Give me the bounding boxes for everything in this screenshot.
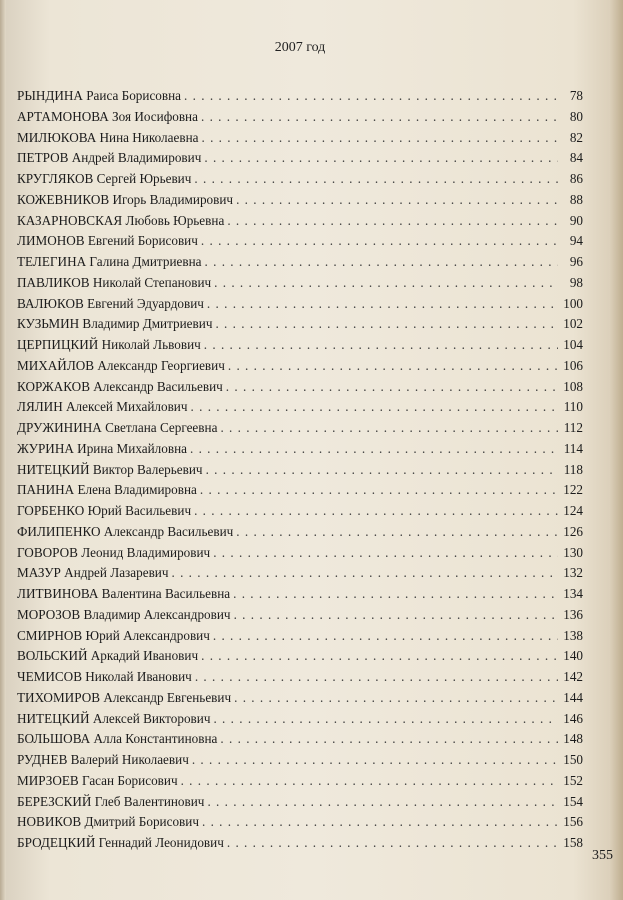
dot-leader xyxy=(190,439,558,460)
entry-name: БРОДЕЦКИЙ Геннадий Леонидович xyxy=(17,835,224,850)
dot-leader xyxy=(227,211,558,232)
dot-leader xyxy=(201,231,558,252)
dot-leader xyxy=(201,107,558,128)
toc-entry xyxy=(17,792,583,813)
toc-entry xyxy=(17,439,583,460)
dot-leader xyxy=(228,356,558,377)
toc-entry xyxy=(17,211,583,232)
entry-page: 112 xyxy=(563,420,583,435)
entry-page: 142 xyxy=(563,669,583,684)
dot-leader xyxy=(171,563,558,584)
toc-entry xyxy=(17,584,583,605)
toc-entry xyxy=(17,833,583,854)
entry-name: СМИРНОВ Юрий Александрович xyxy=(17,627,210,643)
toc-entry xyxy=(17,86,583,107)
entry-page: 140 xyxy=(563,648,583,664)
entry-name: ЧЕМИСОВ Николай Иванович xyxy=(17,669,192,684)
dot-leader xyxy=(226,377,558,398)
toc-entry xyxy=(17,771,583,792)
entry-name: ЛИТВИНОВА Валентина Васильевна xyxy=(17,586,231,601)
entry-page: 118 xyxy=(563,461,583,477)
entry-page: 94 xyxy=(569,233,583,249)
entry-name: ПАНИНА Елена Владимировна xyxy=(17,482,197,498)
entry-name: ВАЛЮКОВ Евгений Эдуардович xyxy=(17,295,204,311)
entry-name: ЛИМОНОВ Евгений Борисович xyxy=(17,233,198,249)
entry-page: 82 xyxy=(569,129,583,145)
toc-entry xyxy=(17,273,583,294)
toc-entry xyxy=(17,543,583,564)
dot-leader xyxy=(204,148,558,169)
dot-leader xyxy=(200,480,558,501)
dot-leader xyxy=(195,667,558,688)
entry-page: 150 xyxy=(563,752,583,767)
entry-page: 84 xyxy=(569,150,583,166)
dot-leader xyxy=(213,709,558,730)
dot-leader xyxy=(184,86,558,107)
entry-name: ГОВОРОВ Леонид Владимирович xyxy=(17,544,211,560)
dot-leader xyxy=(234,605,558,626)
toc-entry xyxy=(17,107,583,128)
toc-entry xyxy=(17,397,583,418)
toc-entry xyxy=(17,750,583,771)
entry-name: МОРОЗОВ Владимир Александрович xyxy=(17,606,231,622)
entry-name: НИТЕЦКИЙ Виктор Валерьевич xyxy=(17,461,203,477)
toc-entry xyxy=(17,148,583,169)
entry-name: КАЗАРНОВСКАЯ Любовь Юрьевна xyxy=(17,212,225,228)
dot-leader xyxy=(220,418,558,439)
entry-page: 78 xyxy=(569,88,583,103)
toc-entry xyxy=(17,688,583,709)
entry-page: 80 xyxy=(569,108,583,124)
toc-entry xyxy=(17,252,583,273)
entry-page: 108 xyxy=(563,378,583,394)
entry-name: БОЛЬШОВА Алла Константиновна xyxy=(17,731,218,747)
toc-entry xyxy=(17,460,583,481)
dot-leader xyxy=(236,522,558,543)
page-number: 355 xyxy=(592,848,613,863)
entry-name: НИТЕЦКИЙ Алексей Викторович xyxy=(17,710,211,726)
entry-page: 152 xyxy=(563,772,583,788)
entry-name: БЕРЕЗСКИЙ Глеб Валентинович xyxy=(17,793,205,809)
toc-entry xyxy=(17,605,583,626)
dot-leader xyxy=(213,626,558,647)
entry-page: 154 xyxy=(563,793,583,809)
entry-page: 104 xyxy=(563,337,583,352)
entry-page: 114 xyxy=(563,440,583,456)
toc-entry xyxy=(17,335,583,356)
dot-leader xyxy=(204,335,558,356)
entry-name: КОЖЕВНИКОВ Игорь Владимирович xyxy=(17,191,234,207)
entry-name: РЫНДИНА Раиса Борисовна xyxy=(17,88,182,103)
dot-leader xyxy=(206,460,558,481)
entry-page: 146 xyxy=(563,710,583,726)
entry-name: КУЗЬМИН Владимир Дмитриевич xyxy=(17,316,213,332)
toc-entry xyxy=(17,729,583,750)
entry-name: РУДНЕВ Валерий Николаевич xyxy=(17,752,189,767)
entry-name: ФИЛИПЕНКО Александр Васильевич xyxy=(17,523,234,539)
dot-leader xyxy=(202,812,558,833)
entry-name: ГОРБЕНКО Юрий Васильевич xyxy=(17,503,192,518)
page-edge-right xyxy=(609,0,623,900)
toc-entry xyxy=(17,812,583,833)
toc-entry xyxy=(17,294,583,315)
table-of-contents xyxy=(17,86,583,854)
entry-page: 156 xyxy=(563,814,583,830)
dot-leader xyxy=(201,646,558,667)
entry-name: НОВИКОВ Дмитрий Борисович xyxy=(17,814,199,830)
toc-entry xyxy=(17,231,583,252)
entry-name: ЦЕРПИЦКИЙ Николай Львович xyxy=(17,337,201,352)
toc-entry xyxy=(17,626,583,647)
entry-page: 96 xyxy=(569,254,583,269)
dot-leader xyxy=(207,792,558,813)
entry-name: ВОЛЬСКИЙ Аркадий Иванович xyxy=(17,648,199,664)
toc-entry xyxy=(17,667,583,688)
entry-page: 102 xyxy=(563,316,583,332)
toc-entry xyxy=(17,563,583,584)
entry-page: 110 xyxy=(563,399,583,415)
entry-name: КОРЖАКОВ Александр Васильевич xyxy=(17,378,223,394)
dot-leader xyxy=(236,190,558,211)
dot-leader xyxy=(233,584,558,605)
toc-entry xyxy=(17,128,583,149)
toc-entry xyxy=(17,314,583,335)
dot-leader xyxy=(227,833,558,854)
entry-page: 132 xyxy=(563,565,583,581)
entry-page: 136 xyxy=(563,606,583,622)
entry-page: 86 xyxy=(569,171,583,186)
entry-page: 134 xyxy=(563,586,583,601)
entry-page: 138 xyxy=(563,627,583,643)
entry-page: 144 xyxy=(563,689,583,705)
dot-leader xyxy=(220,729,558,750)
entry-page: 148 xyxy=(563,731,583,747)
toc-entry xyxy=(17,501,583,522)
dot-leader xyxy=(215,314,558,335)
toc-entry xyxy=(17,480,583,501)
toc-entry xyxy=(17,522,583,543)
dot-leader xyxy=(207,294,558,315)
toc-entry xyxy=(17,377,583,398)
entry-name: МИХАЙЛОВ Александр Георгиевич xyxy=(17,357,225,373)
dot-leader xyxy=(192,750,558,771)
entry-name: ЛЯЛИН Алексей Михайлович xyxy=(17,399,188,415)
entry-page: 100 xyxy=(563,295,583,311)
dot-leader xyxy=(214,273,558,294)
toc-entry xyxy=(17,190,583,211)
dot-leader xyxy=(181,771,558,792)
entry-name: ПАВЛИКОВ Николай Степанович xyxy=(17,274,212,290)
entry-name: ЖУРИНА Ирина Михайловна xyxy=(17,440,187,456)
entry-name: АРТАМОНОВА Зоя Иосифовна xyxy=(17,108,198,124)
dot-leader xyxy=(201,128,558,149)
entry-name: ДРУЖИНИНА Светлана Сергеевна xyxy=(17,420,218,435)
toc-entry xyxy=(17,418,583,439)
entry-page: 158 xyxy=(563,835,583,850)
dot-leader xyxy=(191,397,559,418)
entry-page: 106 xyxy=(563,357,583,373)
entry-page: 126 xyxy=(563,523,583,539)
dot-leader xyxy=(205,252,558,273)
entry-page: 124 xyxy=(563,503,583,518)
page-edge-left xyxy=(0,0,6,900)
section-heading: 2007 год xyxy=(274,40,326,55)
entry-name: КРУГЛЯКОВ Сергей Юрьевич xyxy=(17,171,192,186)
toc-entry xyxy=(17,169,583,190)
toc-entry xyxy=(17,646,583,667)
entry-name: ТИХОМИРОВ Александр Евгеньевич xyxy=(17,689,232,705)
dot-leader xyxy=(194,169,558,190)
entry-page: 88 xyxy=(569,191,583,207)
dot-leader xyxy=(234,688,558,709)
entry-name: ПЕТРОВ Андрей Владимирович xyxy=(17,150,202,166)
toc-entry xyxy=(17,709,583,730)
entry-page: 98 xyxy=(569,274,583,290)
dot-leader xyxy=(213,543,558,564)
dot-leader xyxy=(194,501,558,522)
entry-name: МАЗУР Андрей Лазаревич xyxy=(17,565,169,581)
entry-name: МИРЗОЕВ Гасан Борисович xyxy=(17,772,178,788)
entry-name: ТЕЛЕГИНА Галина Дмитриевна xyxy=(17,254,202,269)
entry-page: 122 xyxy=(563,482,583,498)
toc-entry xyxy=(17,356,583,377)
entry-page: 130 xyxy=(563,544,583,560)
entry-name: МИЛЮКОВА Нина Николаевна xyxy=(17,129,199,145)
entry-page: 90 xyxy=(569,212,583,228)
